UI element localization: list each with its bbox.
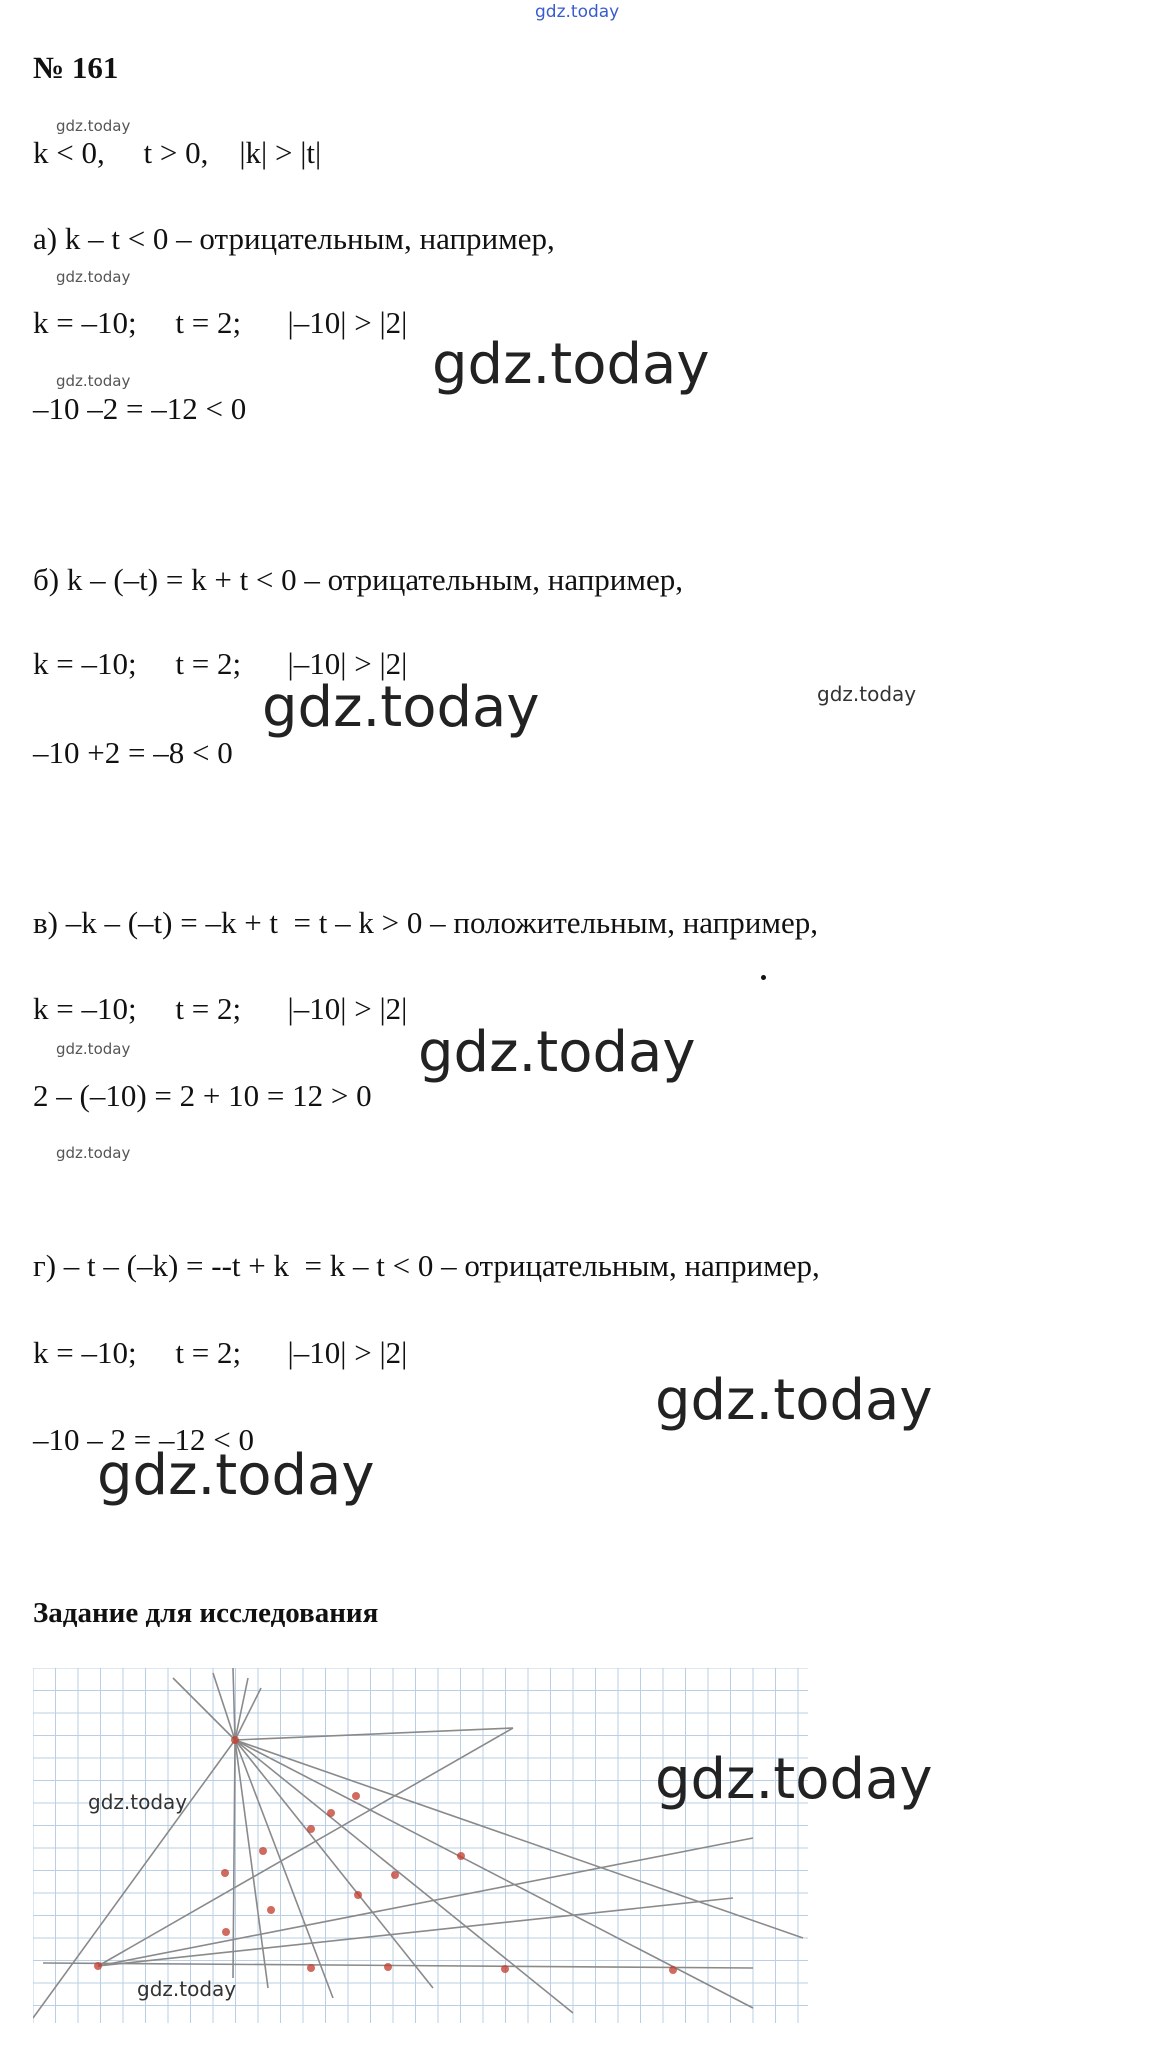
watermark-big: gdz.today [655,1747,933,1812]
watermark-big: gdz.today [432,332,710,397]
sketch-point [94,1962,102,1970]
watermark-small: gdz.today [56,117,131,135]
sketch-point [669,1966,677,1974]
part-g-example: k = –10; t = 2; |–10| > |2| [33,1335,408,1370]
pencil-line [235,1688,261,1740]
condition: k < 0, t > 0, |k| > |t| [33,135,322,170]
pencil-line [235,1728,513,1740]
watermark-big: gdz.today [655,1368,933,1433]
watermark-small: gdz.today [137,1977,237,2001]
sketch-point [501,1965,509,1973]
watermark-small: gdz.today [56,1144,131,1162]
part-v-calc: 2 – (–10) = 2 + 10 = 12 > 0 [33,1078,372,1113]
sketch-point [307,1825,315,1833]
pencil-line [98,1728,513,1966]
watermark-small: gdz.today [56,268,131,286]
watermark-big: gdz.today [418,1020,696,1085]
sketch-point [391,1871,399,1879]
stray-dot [761,975,766,980]
sketch-point [267,1906,275,1914]
part-v-statement: в) –k – (–t) = –k + t = t – k > 0 – положительным, например, [33,905,818,940]
sketch-point [221,1869,229,1877]
sketch-point [354,1891,362,1899]
sketch-point [352,1792,360,1800]
part-b-calc: –10 +2 = –8 < 0 [33,735,233,770]
part-a-statement: а) k – t < 0 – отрицательным, например, [33,221,555,256]
sketch-point [457,1852,465,1860]
pencil-line [98,1838,753,1966]
watermark-small: gdz.today [56,1040,131,1058]
pencil-line [235,1740,433,1988]
problem-title: № 161 [33,50,119,85]
part-b-example: k = –10; t = 2; |–10| > |2| [33,646,408,681]
watermark-big: gdz.today [262,675,540,740]
pencil-line [233,1668,235,1740]
research-title: Задание для исследования [33,1597,379,1629]
part-a-example: k = –10; t = 2; |–10| > |2| [33,305,408,340]
part-g-calc: –10 – 2 = –12 < 0 [33,1422,254,1457]
part-g-statement: г) – t – (–k) = --t + k = k – t < 0 – отрицательным, например, [33,1248,820,1283]
sketch-point [327,1809,335,1817]
watermark-big: gdz.today [97,1443,375,1508]
watermark-small: gdz.today [88,1790,188,1814]
pencil-line [235,1678,248,1740]
pencil-line [233,1740,235,1978]
sketch-point [307,1964,315,1972]
sketch-point [222,1928,230,1936]
sketch-point [384,1963,392,1971]
grid-paper [33,1668,808,2023]
pencil-line [173,1678,235,1740]
sketch-point [259,1847,267,1855]
pencil-lines [33,1668,803,2018]
part-v-example: k = –10; t = 2; |–10| > |2| [33,991,408,1026]
sketch-point [231,1736,239,1744]
pencil-line [43,1963,753,1968]
geometry-sketch [33,1668,813,2028]
part-b-statement: б) k – (–t) = k + t < 0 – отрицательным, например, [33,562,684,597]
watermark-small: gdz.today [817,682,917,706]
header-watermark: gdz.today [535,2,620,22]
watermark-small: gdz.today [56,372,131,390]
part-a-calc: –10 –2 = –12 < 0 [33,391,247,426]
